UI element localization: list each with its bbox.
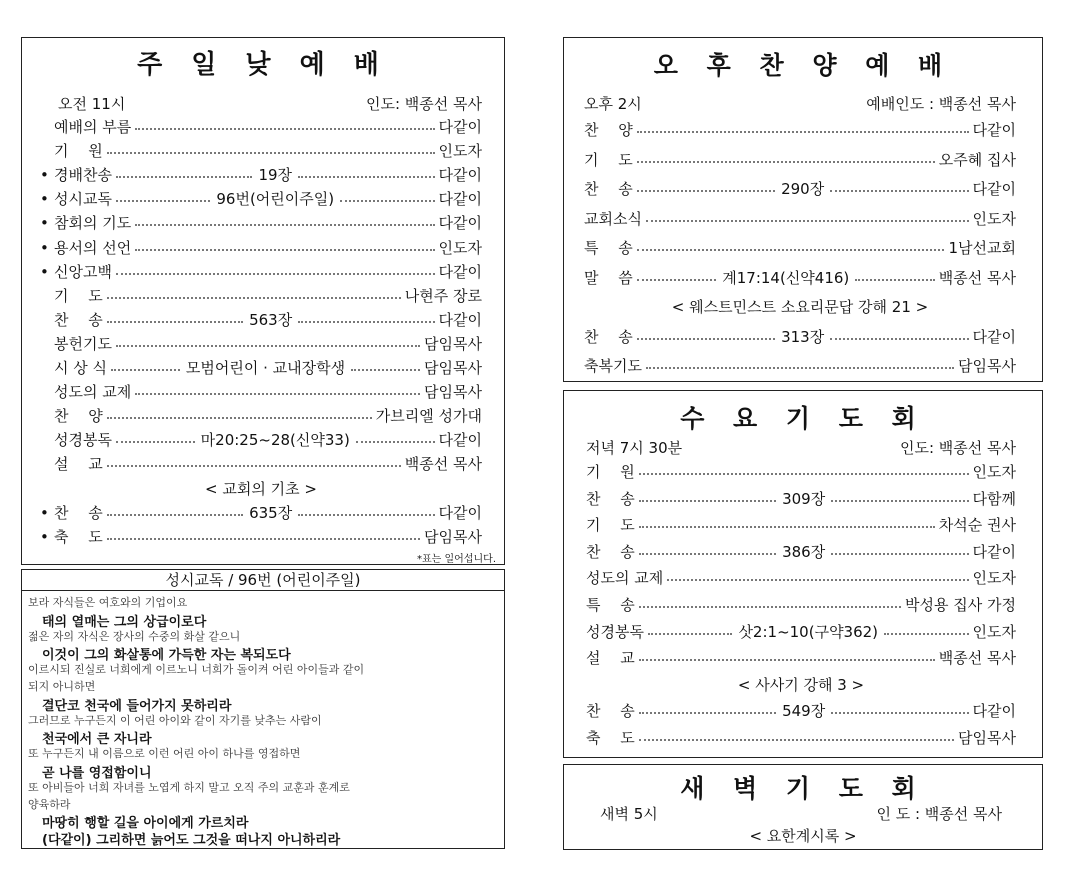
dot-leader — [637, 161, 935, 163]
reading-response-line: 마땅히 행할 길을 아이에게 가르치라 — [42, 816, 249, 832]
order-item-person: 차석순 권사 — [938, 516, 1016, 535]
dot-leader — [639, 500, 776, 502]
order-item — [564, 297, 1042, 317]
order-item-label: 성시교독 — [54, 190, 112, 209]
order-item-detail: 96번(어린이주일) — [216, 190, 335, 209]
order-item-detail: 563장 — [249, 310, 293, 329]
order-item-label: 성도의 교제 — [586, 569, 664, 588]
order-item-detail: 635장 — [249, 503, 293, 522]
dot-leader — [648, 633, 732, 635]
dot-leader — [639, 553, 776, 555]
order-item-person: 인도자 — [438, 238, 482, 257]
dawn-prayer-panel — [563, 764, 1043, 850]
order-item — [564, 209, 1042, 229]
order-item — [564, 462, 1042, 482]
order-item — [564, 595, 1042, 615]
order-item-person: 다같이 — [438, 431, 483, 450]
order-item — [564, 268, 1042, 288]
order-item-person: 담임목사 — [424, 359, 483, 377]
order-item-person: 다같이 — [438, 166, 482, 185]
order-item — [564, 675, 1042, 695]
reading-response-line: 이것이 그의 화살통에 가득한 자는 복되도다 — [42, 648, 291, 664]
order-item-label: 설 교 — [54, 455, 103, 474]
order-item-detail: 386장 — [782, 542, 826, 561]
order-item-label: 기 원 — [54, 142, 103, 161]
order-item-label: 찬 송 — [54, 503, 103, 522]
order-item — [22, 382, 504, 402]
reading-leader-line: 이르시되 진실로 너희에게 이르노니 너희가 돌이켜 어린 아이들과 같이 — [28, 663, 365, 677]
standing-mark: • — [40, 262, 49, 281]
dawn-time: 새벽 5시 — [600, 805, 658, 823]
order-item — [564, 728, 1042, 748]
order-item-person: 다같이 — [438, 503, 483, 522]
standing-mark: • — [40, 238, 49, 257]
order-item-label: 예배의 부름 — [54, 118, 132, 136]
wednesday-time: 저녁 7시 30분 — [586, 439, 683, 457]
reading-response-line: 결단코 천국에 들어가지 못하리라 — [42, 698, 232, 714]
order-item-label: 축복기도 — [584, 357, 642, 375]
dot-leader — [107, 417, 372, 419]
section-subtitle: < 웨스트민스트 소요리문답 강해 21 > — [671, 298, 929, 316]
dot-leader — [298, 176, 434, 178]
order-item — [22, 238, 504, 258]
dot-leader — [116, 273, 435, 275]
dot-leader — [116, 176, 252, 178]
order-item — [22, 527, 504, 547]
reading-response-line: 곧 나를 영접함이니 — [42, 766, 152, 781]
sunday-leader: 인도: 백종선 목사 — [365, 95, 482, 113]
order-item-person: 인도자 — [972, 463, 1016, 481]
reading-leader-line: 양육하라 — [28, 797, 71, 811]
order-item-person: 1남선교회 — [948, 239, 1016, 257]
dot-leader — [107, 465, 401, 467]
order-item-person: 다같이 — [972, 180, 1017, 198]
order-item — [22, 286, 504, 306]
order-item-label: 찬 송 — [584, 180, 633, 198]
dot-leader — [637, 279, 717, 281]
order-item — [564, 489, 1042, 509]
order-item-label: 기 도 — [584, 150, 633, 169]
order-item-label: 기 도 — [54, 286, 103, 305]
order-item-person: 다같이 — [972, 542, 1017, 561]
order-item-person: 다같이 — [438, 310, 483, 329]
order-item — [564, 701, 1042, 721]
dot-leader — [107, 321, 243, 323]
dot-leader — [639, 473, 969, 475]
order-item-detail: 19장 — [258, 166, 293, 185]
dot-leader — [116, 441, 195, 443]
order-item-person: 다같이 — [438, 118, 482, 136]
order-item-person: 다같이 — [972, 327, 1017, 346]
order-item — [22, 406, 504, 426]
order-item — [22, 262, 504, 282]
order-item-person: 인도자 — [972, 622, 1016, 641]
order-item-person: 백종선 목사 — [938, 649, 1016, 668]
order-item-detail: 모범어린이 · 교내장학생 — [185, 359, 346, 377]
order-item — [564, 179, 1042, 199]
dot-leader — [107, 538, 420, 540]
dot-leader — [830, 338, 968, 340]
dot-leader — [646, 367, 954, 369]
dot-leader — [639, 526, 935, 528]
order-item-person: 나현주 장로 — [404, 286, 482, 305]
order-item — [564, 568, 1042, 588]
order-item-detail: 삿2:1~10(구약362) — [738, 622, 879, 641]
reading-response-line: (다같이) 그리하면 늙어도 그것을 떠나지 아니하리라 — [42, 833, 341, 849]
order-item-person: 담임목사 — [424, 334, 482, 353]
dot-leader — [831, 500, 968, 502]
order-item — [564, 238, 1042, 258]
dot-leader — [107, 152, 435, 154]
order-item-label: 찬 송 — [586, 702, 635, 721]
dot-leader — [884, 633, 968, 635]
dot-leader — [107, 514, 243, 516]
order-item-label: 성경봉독 — [586, 622, 644, 641]
order-item-detail: 549장 — [782, 702, 826, 721]
dot-leader — [639, 606, 901, 608]
order-item — [564, 150, 1042, 170]
dot-leader — [831, 712, 968, 714]
standing-mark: • — [40, 214, 49, 233]
reading-leader-line: 또 누구든지 내 이름으로 이런 어린 아이 하나를 영접하면 — [28, 747, 301, 761]
order-item — [22, 165, 504, 185]
dot-leader — [830, 190, 968, 192]
order-item — [564, 515, 1042, 535]
dot-leader — [637, 338, 775, 340]
reading-response-line: 천국에서 큰 자니라 — [42, 732, 152, 748]
order-item — [22, 310, 504, 330]
order-item — [22, 189, 504, 209]
dawn-sermon-series: < 요한계시록 > — [749, 827, 857, 845]
order-item-label: 경배찬송 — [54, 166, 112, 185]
order-item-label: 특 송 — [584, 239, 633, 257]
order-item-detail: 309장 — [782, 489, 826, 508]
dot-leader — [855, 279, 935, 281]
section-subtitle: < 교회의 기초 > — [205, 479, 317, 498]
order-item-label: 시 상 식 — [54, 359, 108, 377]
order-item-person: 담임목사 — [424, 527, 482, 546]
dawn-leader: 인 도 : 백종선 목사 — [876, 805, 1002, 823]
order-item-label: 찬 양 — [54, 407, 103, 426]
order-item-person: 백종선 목사 — [404, 455, 482, 474]
dot-leader — [646, 220, 969, 222]
standing-note: *표는 일어섭니다. — [417, 554, 496, 565]
sunday-time: 오전 11시 — [58, 95, 126, 113]
order-item-person: 담임목사 — [958, 357, 1016, 375]
order-item-detail: 313장 — [781, 327, 825, 346]
order-item-label: 축 도 — [54, 527, 103, 546]
order-item-person: 인도자 — [438, 142, 482, 161]
afternoon-service-panel — [563, 37, 1043, 382]
reading-leader-line: 그러므로 누구든지 이 어린 아이와 같이 자기를 낮추는 사람이 — [28, 713, 322, 727]
order-item — [564, 327, 1042, 347]
dot-leader — [356, 441, 435, 443]
dot-leader — [298, 321, 434, 323]
standing-mark: • — [40, 527, 49, 546]
order-item — [564, 648, 1042, 668]
order-item-label: 봉헌기도 — [54, 334, 112, 353]
sunday-service-title: 주 일 낮 예 배 — [137, 50, 389, 80]
order-item — [22, 479, 504, 499]
sunday-service-panel — [21, 37, 505, 565]
order-item-label: 찬 송 — [586, 542, 635, 561]
order-item-label: 성도의 교제 — [54, 383, 132, 402]
standing-mark: • — [40, 166, 49, 185]
wednesday-prayer-title: 수 요 기 도 회 — [680, 404, 926, 433]
dot-leader — [135, 393, 420, 395]
dot-leader — [637, 190, 775, 192]
order-item — [22, 454, 504, 474]
order-item-person: 다같이 — [438, 190, 482, 209]
order-item — [22, 358, 504, 378]
dot-leader — [116, 345, 420, 347]
order-item — [22, 430, 504, 450]
order-item-person: 다같이 — [438, 262, 482, 281]
afternoon-leader: 예배인도 : 백종선 목사 — [866, 95, 1016, 113]
order-item-label: 찬 송 — [586, 489, 635, 508]
responsive-reading-title: 성시교독 / 96번 (어린이주일) — [22, 570, 504, 591]
order-item-person: 담임목사 — [424, 383, 482, 402]
order-item — [564, 542, 1042, 562]
afternoon-time: 오후 2시 — [584, 95, 642, 113]
dot-leader — [667, 579, 968, 581]
order-item-label: 축 도 — [586, 729, 635, 747]
dot-leader — [637, 249, 945, 251]
order-item-detail: 290장 — [781, 180, 825, 198]
order-item — [22, 503, 504, 523]
order-item — [564, 622, 1042, 642]
reading-leader-line: 또 아비들아 너희 자녀를 노엽게 하지 말고 오직 주의 교훈과 훈계로 — [28, 780, 350, 794]
order-item-person: 백종선 목사 — [938, 268, 1017, 287]
dot-leader — [639, 739, 954, 741]
order-item-label: 참회의 기도 — [54, 214, 132, 233]
order-item-label: 찬 송 — [54, 310, 103, 329]
dot-leader — [135, 249, 434, 251]
dot-leader — [135, 128, 434, 130]
reading-response-line: 태의 열매는 그의 상급이로다 — [42, 614, 207, 630]
order-item-detail: 계17:14(신약416) — [722, 268, 850, 287]
order-item-detail: 마20:25~28(신약33) — [200, 431, 350, 450]
reading-leader-line: 되지 아니하면 — [28, 680, 96, 693]
order-item — [564, 120, 1042, 140]
order-item-person: 인도자 — [972, 569, 1016, 588]
standing-mark: • — [40, 503, 49, 522]
section-subtitle: < 사사기 강해 3 > — [737, 675, 865, 694]
wednesday-leader: 인도: 백종선 목사 — [899, 439, 1016, 457]
order-item-label: 신앙고백 — [54, 262, 112, 281]
order-item — [22, 141, 504, 161]
order-item-label: 찬 송 — [584, 327, 633, 346]
order-item-label: 용서의 선언 — [54, 238, 132, 257]
reading-leader-line: 보라 자식들은 여호와의 기업이요 — [28, 596, 188, 609]
order-item — [22, 117, 504, 137]
order-item-label: 교회소식 — [584, 209, 642, 228]
order-item-person: 다함께 — [972, 489, 1017, 508]
order-item-label: 설 교 — [586, 649, 635, 668]
order-item-person: 다같이 — [438, 214, 482, 233]
dawn-prayer-title: 새 벽 기 도 회 — [680, 774, 926, 803]
dot-leader — [107, 297, 401, 299]
order-item — [22, 213, 504, 233]
dot-leader — [639, 659, 935, 661]
standing-mark: • — [40, 190, 49, 209]
order-item-person: 다같이 — [972, 121, 1016, 139]
dot-leader — [639, 712, 776, 714]
order-item-label: 말 씀 — [584, 268, 633, 287]
order-item-person: 오주혜 집사 — [938, 150, 1016, 169]
order-item — [22, 334, 504, 354]
order-item-person: 박성용 집사 가정 — [905, 596, 1016, 614]
dot-leader — [340, 200, 434, 202]
order-item-label: 성경봉독 — [54, 431, 112, 450]
afternoon-service-title: 오 후 찬 양 예 배 — [653, 51, 953, 80]
dot-leader — [135, 224, 434, 226]
dot-leader — [111, 369, 180, 371]
order-item-person: 담임목사 — [958, 729, 1016, 747]
dot-leader — [298, 514, 434, 516]
order-item-label: 기 원 — [586, 463, 635, 481]
responsive-reading-panel — [21, 569, 505, 849]
order-item-label: 기 도 — [586, 516, 635, 535]
dot-leader — [116, 200, 210, 202]
order-item-person: 인도자 — [972, 209, 1016, 228]
order-item — [564, 356, 1042, 376]
dot-leader — [637, 131, 969, 133]
order-item-label: 특 송 — [586, 596, 635, 614]
dot-leader — [831, 553, 968, 555]
order-item-person: 가브리엘 성가대 — [375, 407, 482, 426]
order-item-label: 찬 양 — [584, 121, 633, 139]
order-item-person: 다같이 — [972, 702, 1017, 721]
dot-leader — [351, 369, 420, 371]
reading-leader-line: 젊은 자의 자식은 장사의 수중의 화살 같으니 — [28, 629, 241, 643]
wednesday-prayer-panel — [563, 390, 1043, 758]
